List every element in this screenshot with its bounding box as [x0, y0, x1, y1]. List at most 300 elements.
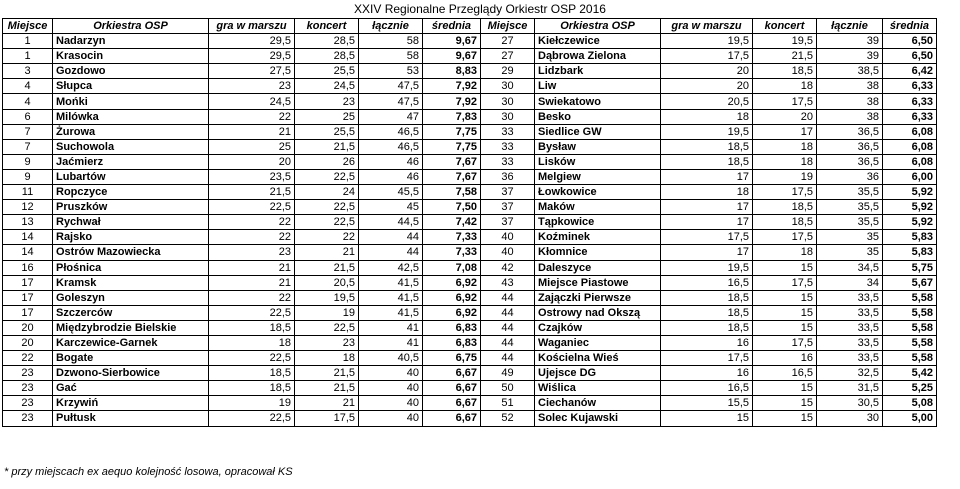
march-score: 18,5: [209, 366, 295, 381]
concert-score: 26: [295, 154, 359, 169]
table-row: [3, 260, 937, 275]
orchestra-name: Goleszyn: [53, 290, 209, 305]
total-score: 40: [359, 411, 423, 426]
place-cell: 37: [481, 215, 535, 230]
place-cell: 14: [3, 230, 53, 245]
orchestra-name: Waganiec: [535, 335, 661, 350]
average-score: 7,75: [423, 124, 481, 139]
orchestra-name: Ostrowy nad Okszą: [535, 305, 661, 320]
average-score: 6,33: [883, 79, 937, 94]
average-score: 7,42: [423, 215, 481, 230]
table-row: [3, 124, 937, 139]
place-cell: 23: [3, 366, 53, 381]
total-score: 40: [359, 396, 423, 411]
table-row: [3, 366, 937, 381]
orchestra-name: Gozdowo: [53, 64, 209, 79]
table-row: [3, 79, 937, 94]
place-cell: 3: [3, 64, 53, 79]
table-row: [3, 396, 937, 411]
average-score: 6,42: [883, 64, 937, 79]
average-score: 5,58: [883, 320, 937, 335]
table-row: [3, 230, 937, 245]
orchestra-name: Tąpkowice: [535, 215, 661, 230]
orchestra-name: Żurowa: [53, 124, 209, 139]
march-score: 19: [209, 396, 295, 411]
march-score: 20: [661, 64, 753, 79]
table-row: [3, 320, 937, 335]
total-score: 40: [359, 366, 423, 381]
average-score: 6,50: [883, 34, 937, 49]
place-cell: 4: [3, 94, 53, 109]
total-score: 38: [817, 109, 883, 124]
orchestra-name: Lisków: [535, 154, 661, 169]
place-cell: 44: [481, 290, 535, 305]
total-score: 35,5: [817, 185, 883, 200]
place-cell: 27: [481, 49, 535, 64]
average-score: 7,67: [423, 154, 481, 169]
total-score: 33,5: [817, 320, 883, 335]
orchestra-name: Miejsce Piastowe: [535, 275, 661, 290]
total-score: 35,5: [817, 215, 883, 230]
total-score: 45,5: [359, 185, 423, 200]
place-cell: 42: [481, 260, 535, 275]
march-score: 23,5: [209, 169, 295, 184]
average-score: 5,58: [883, 305, 937, 320]
march-score: 22,5: [209, 411, 295, 426]
march-score: 19,5: [661, 34, 753, 49]
concert-score: 20,5: [295, 275, 359, 290]
place-cell: 7: [3, 124, 53, 139]
table-row: [3, 169, 937, 184]
average-score: 5,67: [883, 275, 937, 290]
concert-score: 16,5: [753, 366, 817, 381]
total-score: 41,5: [359, 290, 423, 305]
total-score: 41,5: [359, 305, 423, 320]
table-row: [3, 245, 937, 260]
place-cell: 37: [481, 200, 535, 215]
concert-score: 18: [753, 154, 817, 169]
orchestra-name: Liw: [535, 79, 661, 94]
average-score: 5,92: [883, 200, 937, 215]
table-row: [3, 49, 937, 64]
table-row: [3, 275, 937, 290]
concert-score: 18: [295, 351, 359, 366]
total-score: 34: [817, 275, 883, 290]
orchestra-name: Siedlice GW: [535, 124, 661, 139]
concert-score: 21: [295, 396, 359, 411]
average-score: 7,67: [423, 169, 481, 184]
orchestra-name: Kłomnice: [535, 245, 661, 260]
table-row: [3, 34, 937, 49]
concert-score: 18,5: [753, 64, 817, 79]
place-cell: 4: [3, 79, 53, 94]
header-total: łącznie: [817, 19, 883, 34]
concert-score: 15: [753, 411, 817, 426]
concert-score: 17,5: [753, 185, 817, 200]
page-title: XXIV Regionalne Przeglądy Orkiestr OSP 2016: [354, 2, 606, 16]
average-score: 6,83: [423, 335, 481, 350]
orchestra-name: Swiekatowo: [535, 94, 661, 109]
header-total: łącznie: [359, 19, 423, 34]
header-march: gra w marszu: [209, 19, 295, 34]
average-score: 6,83: [423, 320, 481, 335]
orchestra-name: Maków: [535, 200, 661, 215]
total-score: 35: [817, 230, 883, 245]
place-cell: 30: [481, 79, 535, 94]
place-cell: 30: [481, 94, 535, 109]
march-score: 17: [661, 215, 753, 230]
average-score: 5,00: [883, 411, 937, 426]
orchestra-name: Gać: [53, 381, 209, 396]
march-score: 22: [209, 215, 295, 230]
total-score: 46,5: [359, 124, 423, 139]
total-score: 38: [817, 79, 883, 94]
concert-score: 22,5: [295, 169, 359, 184]
orchestra-name: Nadarzyn: [53, 34, 209, 49]
average-score: 9,67: [423, 34, 481, 49]
total-score: 42,5: [359, 260, 423, 275]
march-score: 16,5: [661, 381, 753, 396]
table-row: [3, 64, 937, 79]
place-cell: 44: [481, 351, 535, 366]
march-score: 17,5: [661, 49, 753, 64]
place-cell: 11: [3, 185, 53, 200]
place-cell: 9: [3, 169, 53, 184]
march-score: 25: [209, 139, 295, 154]
place-cell: 44: [481, 320, 535, 335]
header-place: Miejsce: [481, 19, 535, 34]
total-score: 33,5: [817, 335, 883, 350]
concert-score: 21: [295, 245, 359, 260]
concert-score: 20: [753, 109, 817, 124]
place-cell: 17: [3, 275, 53, 290]
march-score: 27,5: [209, 64, 295, 79]
march-score: 24,5: [209, 94, 295, 109]
concert-score: 15: [753, 381, 817, 396]
total-score: 47: [359, 109, 423, 124]
header-concert: koncert: [295, 19, 359, 34]
orchestra-name: Ropczyce: [53, 185, 209, 200]
place-cell: 12: [3, 200, 53, 215]
average-score: 6,08: [883, 124, 937, 139]
orchestra-name: Solec Kujawski: [535, 411, 661, 426]
orchestra-name: Suchowola: [53, 139, 209, 154]
total-score: 36: [817, 169, 883, 184]
march-score: 20,5: [661, 94, 753, 109]
total-score: 47,5: [359, 94, 423, 109]
average-score: 6,08: [883, 139, 937, 154]
average-score: 7,33: [423, 230, 481, 245]
place-cell: 17: [3, 305, 53, 320]
place-cell: 40: [481, 230, 535, 245]
place-cell: 50: [481, 381, 535, 396]
place-cell: 6: [3, 109, 53, 124]
total-score: 33,5: [817, 290, 883, 305]
concert-score: 15: [753, 320, 817, 335]
concert-score: 15: [753, 260, 817, 275]
concert-score: 16: [753, 351, 817, 366]
march-score: 22: [209, 109, 295, 124]
average-score: 8,83: [423, 64, 481, 79]
march-score: 22: [209, 290, 295, 305]
header-place: Miejsce: [3, 19, 53, 34]
total-score: 45: [359, 200, 423, 215]
place-cell: 23: [3, 381, 53, 396]
orchestra-name: Karczewice-Garnek: [53, 335, 209, 350]
table-row: [3, 351, 937, 366]
place-cell: 37: [481, 185, 535, 200]
concert-score: 23: [295, 94, 359, 109]
total-score: 46: [359, 169, 423, 184]
march-score: 21: [209, 275, 295, 290]
orchestra-name: Koźminek: [535, 230, 661, 245]
march-score: 22,5: [209, 200, 295, 215]
average-score: 5,58: [883, 351, 937, 366]
march-score: 21: [209, 260, 295, 275]
average-score: 7,58: [423, 185, 481, 200]
place-cell: 9: [3, 154, 53, 169]
march-score: 18,5: [209, 381, 295, 396]
place-cell: 20: [3, 335, 53, 350]
concert-score: 21,5: [295, 381, 359, 396]
total-score: 41: [359, 320, 423, 335]
orchestra-name: Melgiew: [535, 169, 661, 184]
march-score: 16,5: [661, 275, 753, 290]
orchestra-name: Besko: [535, 109, 661, 124]
march-score: 18,5: [661, 290, 753, 305]
average-score: 6,92: [423, 275, 481, 290]
march-score: 15: [661, 411, 753, 426]
total-score: 39: [817, 34, 883, 49]
total-score: 34,5: [817, 260, 883, 275]
march-score: 15,5: [661, 396, 753, 411]
table-row: [3, 290, 937, 305]
concert-score: 22,5: [295, 320, 359, 335]
table-row: [3, 109, 937, 124]
total-score: 39: [817, 49, 883, 64]
average-score: 7,08: [423, 260, 481, 275]
march-score: 18,5: [661, 139, 753, 154]
concert-score: 17: [753, 124, 817, 139]
march-score: 17: [661, 200, 753, 215]
total-score: 33,5: [817, 351, 883, 366]
march-score: 23: [209, 245, 295, 260]
orchestra-name: Szczerców: [53, 305, 209, 320]
average-score: 6,67: [423, 411, 481, 426]
average-score: 6,00: [883, 169, 937, 184]
concert-score: 18,5: [753, 200, 817, 215]
average-score: 6,08: [883, 154, 937, 169]
march-score: 18: [661, 185, 753, 200]
orchestra-name: Łowkowice: [535, 185, 661, 200]
total-score: 46,5: [359, 139, 423, 154]
total-score: 36,5: [817, 154, 883, 169]
orchestra-name: Jaćmierz: [53, 154, 209, 169]
march-score: 21: [209, 124, 295, 139]
concert-score: 19,5: [295, 290, 359, 305]
total-score: 30: [817, 411, 883, 426]
concert-score: 19: [753, 169, 817, 184]
march-score: 19,5: [661, 260, 753, 275]
orchestra-name: Czajków: [535, 320, 661, 335]
footnote: * przy miejscach ex aequo kolejność losowa, opracował KS: [4, 466, 293, 478]
march-score: 18,5: [209, 320, 295, 335]
place-cell: 7: [3, 139, 53, 154]
total-score: 41,5: [359, 275, 423, 290]
average-score: 7,33: [423, 245, 481, 260]
orchestra-name: Milówka: [53, 109, 209, 124]
place-cell: 16: [3, 260, 53, 275]
orchestra-name: Mońki: [53, 94, 209, 109]
orchestra-name: Lidzbark: [535, 64, 661, 79]
orchestra-name: Kościelna Wieś: [535, 351, 661, 366]
concert-score: 17,5: [753, 94, 817, 109]
average-score: 9,67: [423, 49, 481, 64]
concert-score: 17,5: [753, 335, 817, 350]
table-row: [3, 335, 937, 350]
march-score: 22: [209, 230, 295, 245]
march-score: 16: [661, 335, 753, 350]
total-score: 44: [359, 245, 423, 260]
march-score: 18: [209, 335, 295, 350]
total-score: 44,5: [359, 215, 423, 230]
concert-score: 18: [753, 139, 817, 154]
concert-score: 18: [753, 245, 817, 260]
march-score: 20: [209, 154, 295, 169]
place-cell: 13: [3, 215, 53, 230]
march-score: 18: [661, 109, 753, 124]
concert-score: 21,5: [295, 366, 359, 381]
total-score: 58: [359, 49, 423, 64]
march-score: 17: [661, 245, 753, 260]
place-cell: 43: [481, 275, 535, 290]
place-cell: 33: [481, 139, 535, 154]
place-cell: 44: [481, 305, 535, 320]
march-score: 17: [661, 169, 753, 184]
march-score: 20: [661, 79, 753, 94]
concert-score: 28,5: [295, 34, 359, 49]
concert-score: 15: [753, 290, 817, 305]
orchestra-name: Słupca: [53, 79, 209, 94]
concert-score: 15: [753, 396, 817, 411]
march-score: 18,5: [661, 154, 753, 169]
march-score: 21,5: [209, 185, 295, 200]
table-row: [3, 139, 937, 154]
table-row: [3, 305, 937, 320]
average-score: 6,92: [423, 305, 481, 320]
total-score: 38,5: [817, 64, 883, 79]
average-score: 5,92: [883, 215, 937, 230]
place-cell: 40: [481, 245, 535, 260]
header-march: gra w marszu: [661, 19, 753, 34]
concert-score: 28,5: [295, 49, 359, 64]
orchestra-name: Międzybrodzie Bielskie: [53, 320, 209, 335]
header-orchestra: Orkiestra OSP: [535, 19, 661, 34]
march-score: 18,5: [661, 305, 753, 320]
place-cell: 49: [481, 366, 535, 381]
concert-score: 22,5: [295, 215, 359, 230]
concert-score: 22,5: [295, 200, 359, 215]
orchestra-name: Pułtusk: [53, 411, 209, 426]
average-score: 6,67: [423, 396, 481, 411]
table-row: [3, 185, 937, 200]
concert-score: 19,5: [753, 34, 817, 49]
average-score: 6,33: [883, 94, 937, 109]
total-score: 30,5: [817, 396, 883, 411]
place-cell: 33: [481, 124, 535, 139]
place-cell: 1: [3, 49, 53, 64]
march-score: 29,5: [209, 34, 295, 49]
table-row: [3, 154, 937, 169]
average-score: 5,25: [883, 381, 937, 396]
concert-score: 24,5: [295, 79, 359, 94]
orchestra-name: Kramsk: [53, 275, 209, 290]
march-score: 18,5: [661, 320, 753, 335]
total-score: 47,5: [359, 79, 423, 94]
average-score: 7,92: [423, 79, 481, 94]
average-score: 6,67: [423, 381, 481, 396]
average-score: 7,50: [423, 200, 481, 215]
total-score: 36,5: [817, 139, 883, 154]
orchestra-name: Krzywiń: [53, 396, 209, 411]
place-cell: 36: [481, 169, 535, 184]
place-cell: 22: [3, 351, 53, 366]
concert-score: 21,5: [295, 139, 359, 154]
concert-score: 25,5: [295, 64, 359, 79]
table-row: [3, 215, 937, 230]
place-cell: 17: [3, 290, 53, 305]
orchestra-name: Wiślica: [535, 381, 661, 396]
average-score: 7,83: [423, 109, 481, 124]
average-score: 5,83: [883, 230, 937, 245]
concert-score: 21,5: [295, 260, 359, 275]
average-score: 6,67: [423, 366, 481, 381]
header-row: [3, 19, 937, 34]
concert-score: 17,5: [753, 275, 817, 290]
orchestra-name: Ciechanów: [535, 396, 661, 411]
results-table: [2, 18, 937, 427]
march-score: 23: [209, 79, 295, 94]
concert-score: 25,5: [295, 124, 359, 139]
concert-score: 23: [295, 335, 359, 350]
place-cell: 30: [481, 109, 535, 124]
total-score: 41: [359, 335, 423, 350]
place-cell: 29: [481, 64, 535, 79]
concert-score: 18,5: [753, 215, 817, 230]
average-score: 5,42: [883, 366, 937, 381]
place-cell: 1: [3, 34, 53, 49]
orchestra-name: Kiełczewice: [535, 34, 661, 49]
orchestra-name: Pruszków: [53, 200, 209, 215]
orchestra-name: Dąbrowa Zielona: [535, 49, 661, 64]
place-cell: 52: [481, 411, 535, 426]
average-score: 6,75: [423, 351, 481, 366]
header-average: średnia: [423, 19, 481, 34]
total-score: 32,5: [817, 366, 883, 381]
place-cell: 51: [481, 396, 535, 411]
orchestra-name: Bysław: [535, 139, 661, 154]
concert-score: 22: [295, 230, 359, 245]
total-score: 35: [817, 245, 883, 260]
place-cell: 20: [3, 320, 53, 335]
average-score: 6,50: [883, 49, 937, 64]
place-cell: 44: [481, 335, 535, 350]
concert-score: 18: [753, 79, 817, 94]
march-score: 29,5: [209, 49, 295, 64]
table-row: [3, 381, 937, 396]
total-score: 36,5: [817, 124, 883, 139]
concert-score: 21,5: [753, 49, 817, 64]
